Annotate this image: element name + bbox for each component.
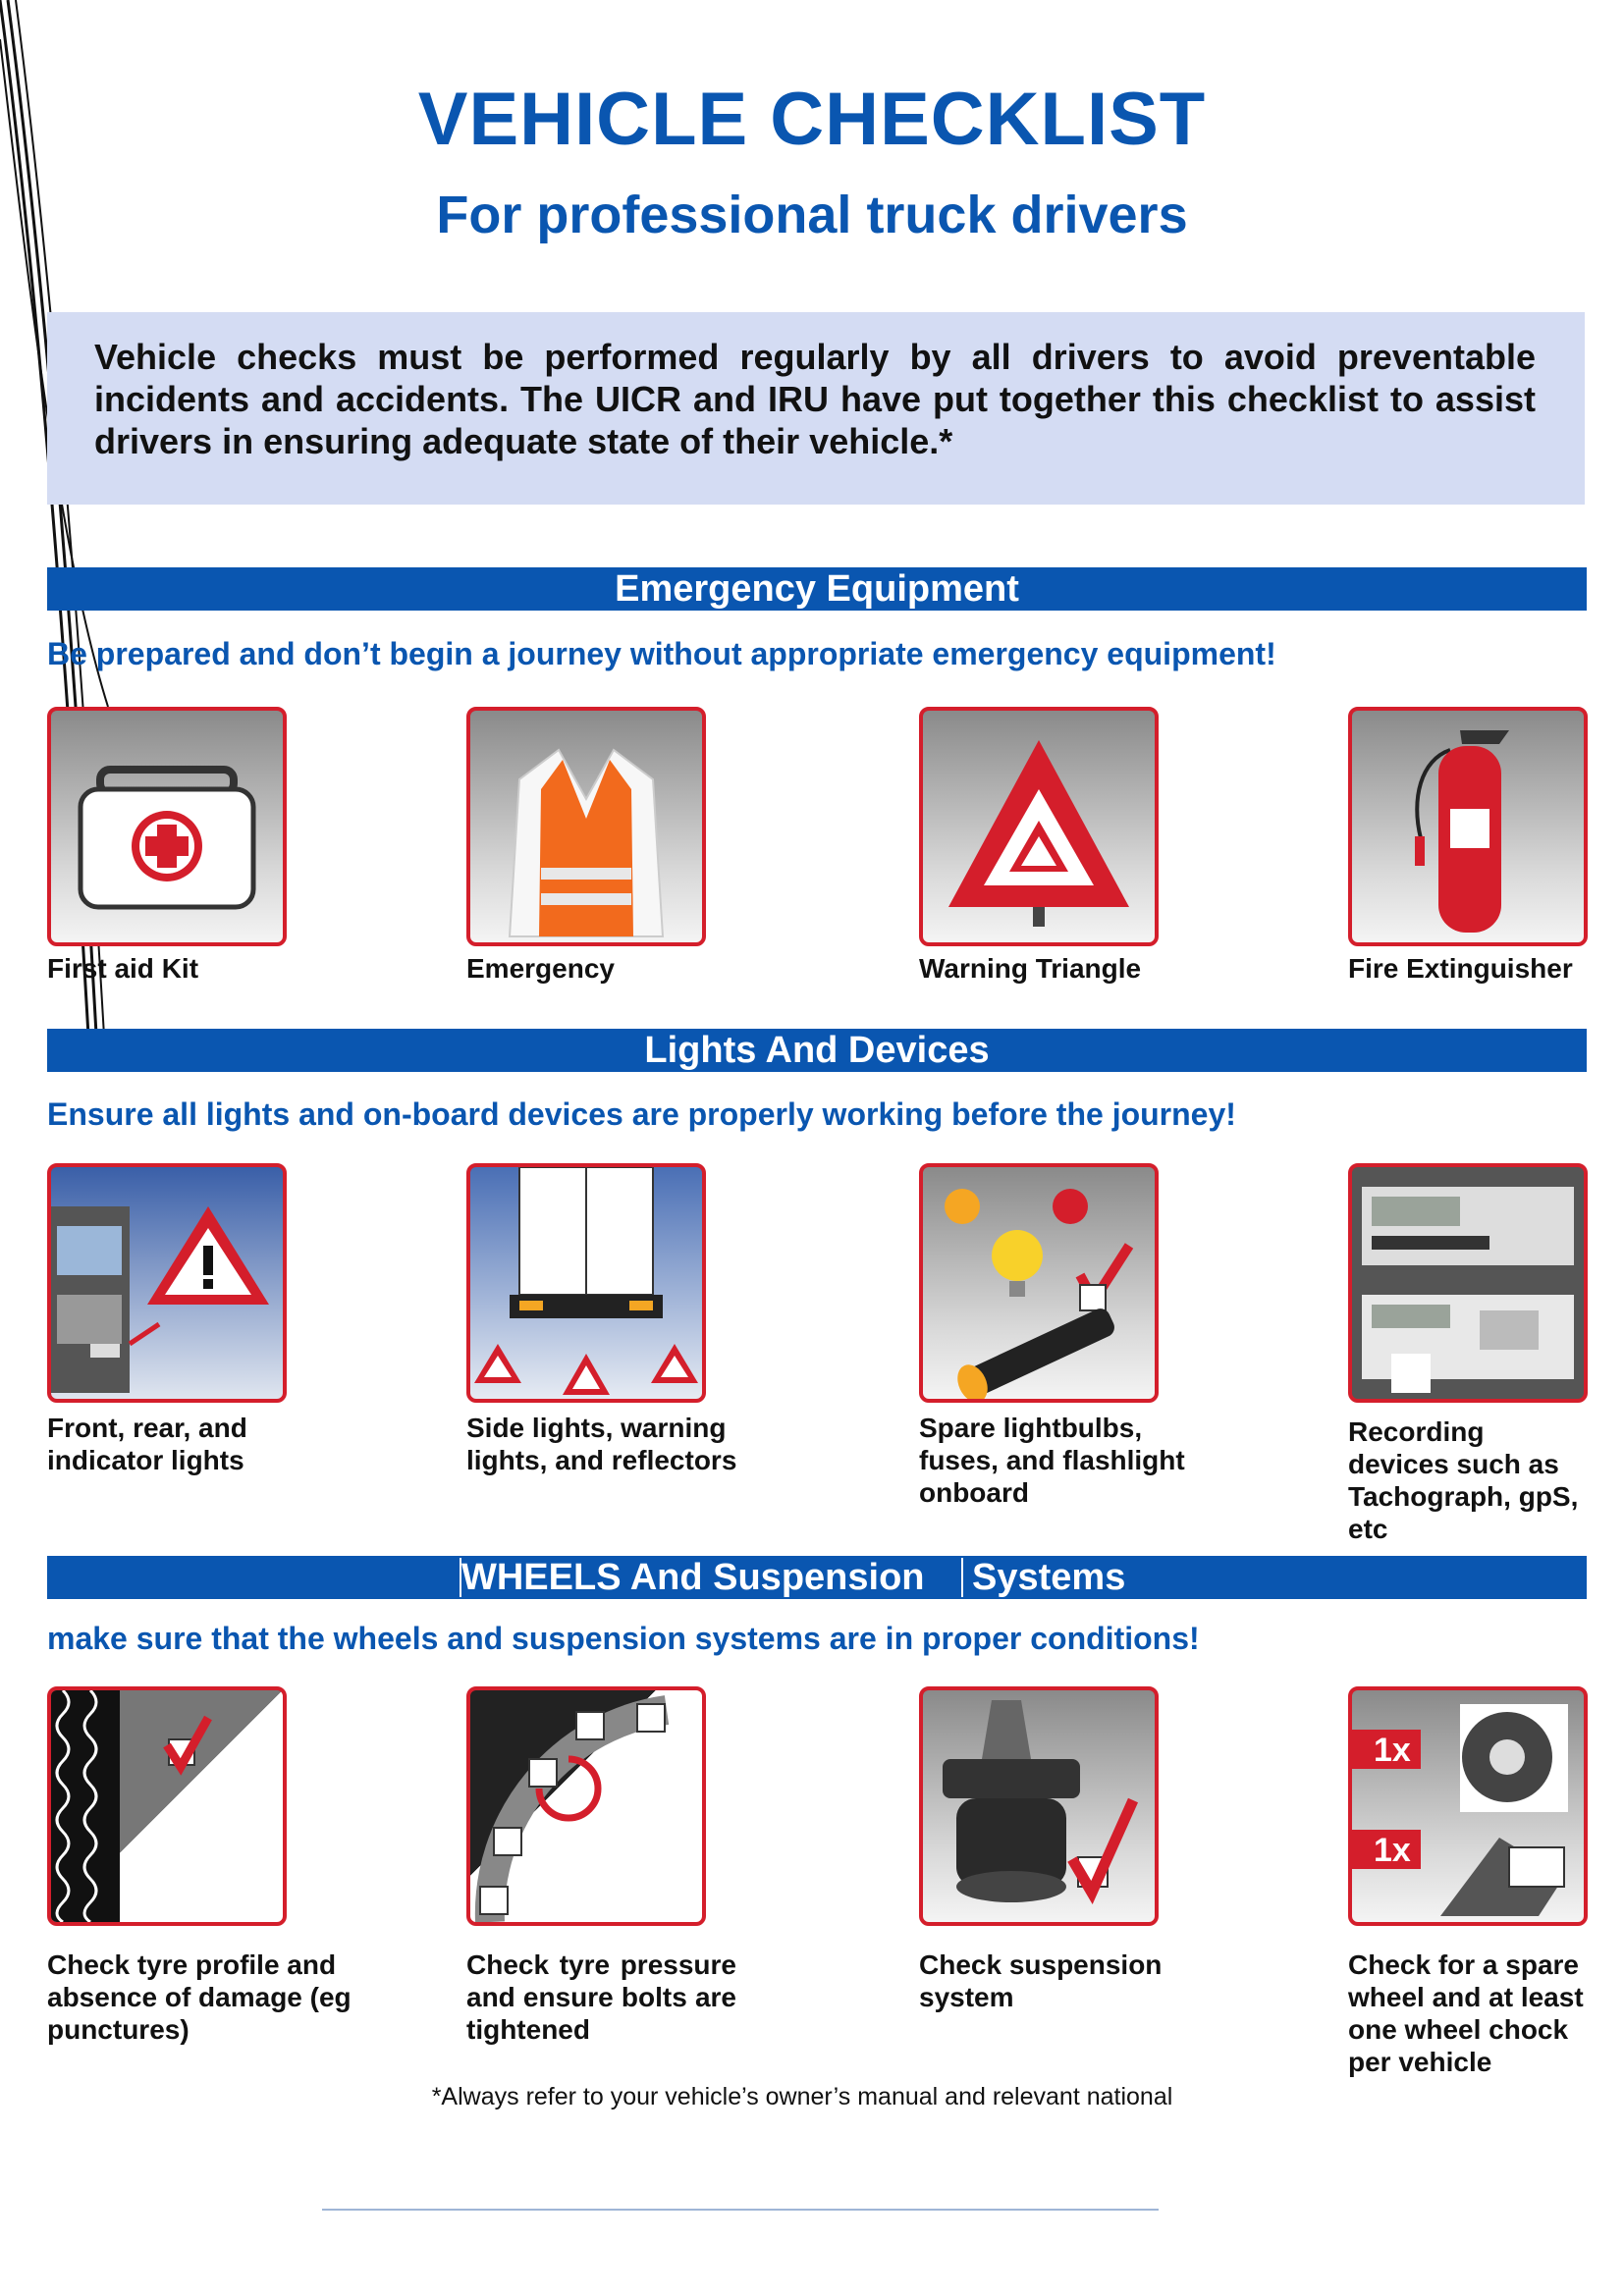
count-badge: 1x — [1374, 1732, 1411, 1769]
lightbulbs-flashlight-icon — [919, 1163, 1159, 1403]
warning-triangle-icon — [919, 707, 1159, 946]
section-tagline-emergency: Be prepared and don’t begin a journey without appropriate emergency equipment! — [47, 636, 1276, 671]
caption-fire-extinguisher: Fire Extinguisher — [1348, 953, 1573, 984]
page-subtitle: For professional truck drivers — [436, 186, 1188, 244]
caption-spare-lightbulbs: Spare lightbulbs, fuses, and flashlight onboard — [919, 1413, 1185, 1508]
spare-wheel-chock-icon — [1348, 1686, 1588, 1926]
caption-emergency: Emergency — [466, 953, 615, 984]
caption-recording-devices: Recording devices such as Tachograph, gpS, etc — [1348, 1416, 1579, 1544]
footnote: *Always refer to your vehicle’s owner’s manual and relevant national — [431, 2083, 1173, 2110]
heading-part-2: Systems — [972, 1557, 1126, 1598]
caption-suspension: Check suspension system — [919, 1949, 1163, 2012]
suspension-icon — [919, 1686, 1159, 1926]
safety-vest-icon — [466, 707, 706, 946]
heading-part-1: WHEELS And Suspension — [461, 1557, 925, 1598]
count-badge: 1x — [1374, 1832, 1411, 1869]
intro-box — [47, 312, 1585, 505]
tyre-profile-icon — [47, 1686, 287, 1926]
intro-text: Vehicle checks must be performed regularly by all drivers to avoid preventable incidents and accidents. The UICR and IRU have put together this checklist to assist drivers in ensuring adequate state of their vehicle.* — [94, 337, 1536, 461]
page-title: VEHICLE CHECKLIST — [417, 78, 1207, 161]
section-heading-emergency: Emergency Equipment — [47, 567, 1587, 611]
section-heading-wheels — [47, 1556, 1587, 1599]
footer-rule — [322, 2209, 1159, 2211]
heading-divider — [961, 1558, 963, 1597]
caption-tyre-pressure: Check tyre pressure and ensure bolts are tightened — [466, 1949, 736, 2045]
caption-tyre-profile: Check tyre profile and absence of damage (eg punctures) — [47, 1949, 352, 2045]
caption-side-lights: Side lights, warning lights, and reflectors — [466, 1413, 737, 1475]
wheel-bolts-icon — [466, 1686, 706, 1926]
trailer-reflectors-icon — [466, 1163, 706, 1403]
caption-front-rear-lights: Front, rear, and indicator lights — [47, 1413, 247, 1475]
section-heading-lights: Lights And Devices — [47, 1029, 1587, 1072]
first-aid-kit-icon — [47, 707, 287, 946]
fire-extinguisher-icon — [1348, 707, 1588, 946]
caption-spare-wheel: Check for a spare wheel and at least one wheel chock per vehicle — [1348, 1949, 1584, 2077]
section-tagline-wheels: make sure that the wheels and suspension systems are in proper conditions! — [47, 1621, 1200, 1656]
tachograph-icon — [1348, 1163, 1588, 1403]
caption-warning-triangle: Warning Triangle — [919, 953, 1142, 984]
caption-first-aid-kit: First aid Kit — [47, 953, 199, 984]
section-tagline-lights: Ensure all lights and on-board devices are properly working before the journey! — [47, 1096, 1236, 1132]
truck-lights-icon — [47, 1163, 287, 1403]
